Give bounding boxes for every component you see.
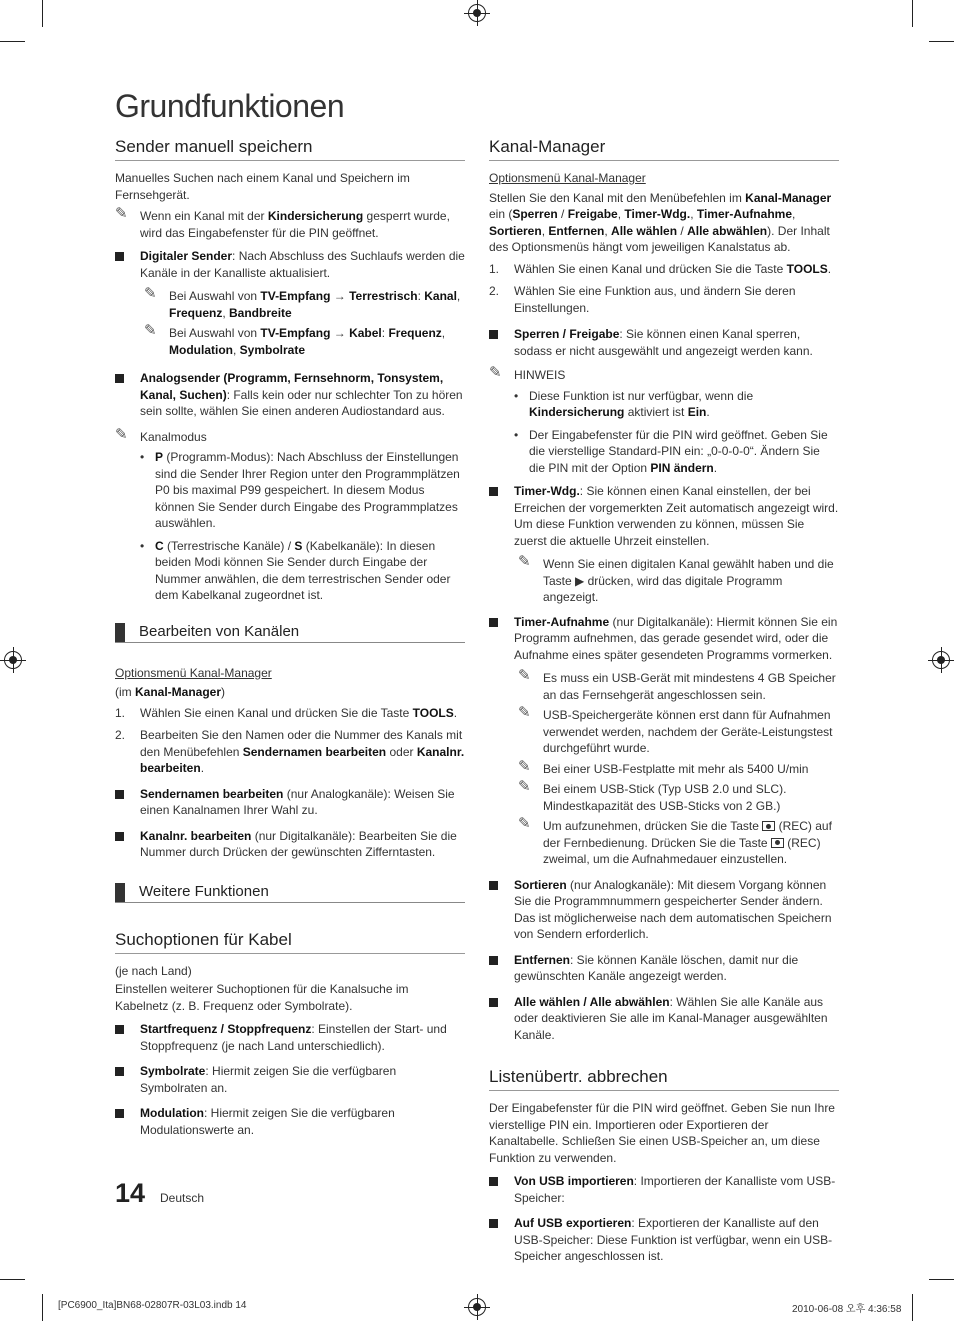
pencil-note-icon: ✎ (518, 815, 531, 832)
bullet-item: Modulation: Hiermit zeigen Sie die verfügbaren Modulationswerte an. (115, 1105, 465, 1138)
note: ✎ Bei Auswahl von TV-Empfang → Kabel: Frequenz, Modulation, Symbolrate (144, 322, 446, 357)
bullet-item: Analogsender (Programm, Fernsehnorm, Tonsystem, Kanal, Suchen): Falls kein oder nur schlechter Ton zu hören sein sollte, wählen Sie einen anderen Audiostandard aus. (115, 370, 465, 420)
pencil-note-icon: ✎ (489, 364, 502, 381)
bullet-item: Alle wählen / Alle abwählen: Wählen Sie alle Kanäle aus oder deaktivieren Sie alle im Kanal-Manager ausgewählten Kanäle. (489, 994, 839, 1044)
bullet-item: Von USB importieren: Importieren der Kanalliste vom USB-Speicher: (489, 1173, 839, 1206)
section-heading-kanal-manager: Kanal-Manager (489, 136, 839, 161)
note: ✎ Bei Auswahl von TV-Empfang → Terrestrisch: Kanal, Frequenz, Bandbreite (144, 285, 461, 320)
context-text: (im Kanal-Manager) (115, 685, 226, 699)
bullet-item: Timer-Aufnahme (nur Digitalkanäle): Hiermit können Sie ein Programm aufnehmen, das gerade gesendet wird, oder die Aufnahme eines später gesendeten Programms vormerken. (489, 614, 839, 664)
pencil-note-icon: ✎ (518, 553, 531, 570)
subsection-heading-bearbeiten: Bearbeiten von Kanälen (115, 622, 465, 643)
bullet-item: Startfrequenz / Stoppfrequenz: Einstellen der Start- und Stoppfrequenz (je nach Land unterschiedlich). (115, 1021, 465, 1054)
note: ✎ Kanalmodus (115, 425, 207, 444)
bullet-item: Symbolrate: Hiermit zeigen Sie die verfügbaren Symbolraten an. (115, 1063, 465, 1096)
registration-mark-icon (468, 1298, 486, 1316)
pencil-note-icon: ✎ (518, 757, 531, 775)
section-heading-sender-speichern: Sender manuell speichern (115, 136, 465, 161)
left-column (115, 136, 465, 1145)
pencil-note-icon: ✎ (115, 205, 128, 222)
registration-mark-icon (932, 651, 950, 669)
bullet-item: Entfernen: Sie können Kanäle löschen, damit nur die gewünschten Kanäle angezeigt werden. (489, 952, 839, 985)
page-title: Grundfunktionen (115, 88, 345, 124)
note: ✎ Bei einer USB-Festplatte mit mehr als 5400 U/min (518, 757, 809, 776)
list-item: • Der Eingabefenster für die PIN wird geöffnet. Geben Sie die vierstellige Standard-PIN ein: „0-0-0-0“. Ändern Sie die PIN mit der Option PIN ändern. (514, 427, 839, 477)
pencil-note-icon: ✎ (518, 667, 531, 684)
subsection-heading-weitere: Weitere Funktionen (115, 882, 465, 903)
section-heading-suchoptionen: Suchoptionen für Kabel (115, 929, 465, 954)
right-column (489, 136, 839, 1272)
note: ✎ Wenn ein Kanal mit der Kindersicherung gesperrt wurde, wird das Eingabefenster für die PIN geöffnet. (115, 205, 450, 240)
record-button-icon (771, 838, 784, 848)
registration-mark-icon (468, 4, 486, 22)
country-note: (je nach Land) (115, 963, 192, 978)
page-language: Deutsch (160, 1191, 205, 1205)
bullet-item: Kanalnr. bearbeiten (nur Digitalkanäle): Bearbeiten Sie die Nummer durch Drücken der gewünschten Zifferntasten. (115, 828, 465, 861)
list-item: • Diese Funktion ist nur verfügbar, wenn die Kindersicherung aktiviert ist Ein. (514, 388, 839, 421)
note: ✎ USB-Speichergeräte können erst dann für Aufnahmen verwendet werden, nachdem der Geräte-Leistungstest durchgeführt wurde. (518, 704, 833, 755)
bullet-item: Sortieren (nur Analogkanäle): Mit diesem Vorgang können Sie die Programmnummern gespeicherter Sender ändern. Das ist möglicherweise nach dem automatischen Speichern von Sendern erforderlich. (489, 877, 839, 943)
footer-date: 2010-06-08 오후 4:36:58 (792, 1304, 902, 1315)
step-item: 1. Wählen Sie einen Kanal und drücken Sie die Taste TOOLS. (115, 705, 458, 720)
bullet-item: Timer-Wdg.: Sie können einen Kanal einstellen, der bei Erreichen der vorgemerkten Zeit automatisch angezeigt wird. Um diese Funktion verwenden zu können, müssen Sie zuerst die aktuelle Uhrzeit einstellen. (489, 483, 839, 549)
intro-text: Stellen Sie den Kanal mit den Menübefehlen im Kanal-Manager ein (Sperren / Freigabe, Timer-Wdg., Timer-Aufnahme, Sortieren, Entfernen, Alle wählen / Alle abwählen). Der Inhalt des Optionsmenüs hängt vom jeweiligen Kanalstatus ab. (489, 190, 832, 254)
step-item: 2. Wählen Sie eine Funktion aus, und ändern Sie deren Einstellungen. (489, 284, 796, 315)
list-item: • P (Programm-Modus): Nach Abschluss der Einstellungen sind die Sender Ihrer Region unter den Programmplätzen P0 bis maximal P99 gespeichert. In diesem Modus können Sie Sender durch Eingabe des Programmplatzes auswählen. (140, 449, 465, 532)
note: ✎ Wenn Sie einen digitalen Kanal gewählt haben und die Taste ▶ drücken, wird das digitale Programm angezeigt. (518, 553, 834, 604)
section-heading-listenuebertr: Listenübertr. abbrechen (489, 1066, 839, 1091)
bullet-item: Sperren / Freigabe: Sie können einen Kanal sperren, sodass er nicht ausgewählt und angezeigt werden kann. (489, 326, 839, 359)
pencil-note-icon: ✎ (518, 778, 531, 795)
pencil-note-icon: ✎ (144, 322, 157, 339)
registration-mark-icon (4, 651, 22, 669)
page-number: 14 (115, 1178, 146, 1208)
pencil-note-icon: ✎ (115, 425, 128, 443)
bullet-item: Digitaler Sender: Nach Abschluss des Suchlaufs werden die Kanäle in der Kanalliste aktualisiert. (115, 248, 465, 281)
bullet-item: Auf USB exportieren: Exportieren der Kanalliste auf den USB-Speicher: Diese Funktion ist verfügbar, wenn ein USB-Speicher angeschlossen ist. (489, 1215, 839, 1265)
menu-path: Optionsmenü Kanal-Manager (115, 665, 272, 680)
record-button-icon (762, 821, 775, 831)
intro-text: Der Eingabefenster für die PIN wird geöffnet. Geben Sie nun Ihre vierstellige PIN ein. Importieren oder Exportieren der Kanaltabelle. Schließen Sie einen USB-Speicher an, um diese Funktion zu verwenden. (489, 1101, 835, 1165)
list-item: • C (Terrestrische Kanäle) / S (Kabelkanäle): In diesen beiden Modi können Sie Sender durch Eingabe der Nummer anwählen, die dem terrestrischen Sender oder dem Kabelkanal zugeordnet ist. (140, 538, 465, 604)
note: ✎ Bei einem USB-Stick (Typ USB 2.0 und SLC). Mindestkapazität des USB-Sticks von 2 GB.) (518, 778, 787, 813)
bullet-item: Sendernamen bearbeiten (nur Analogkanäle): Weisen Sie einen Kanalnamen Ihrer Wahl zu. (115, 786, 465, 819)
note: ✎ Es muss ein USB-Gerät mit mindestens 4 GB Speicher an das Fernsehgerät angeschlossen sein. (518, 667, 836, 702)
intro-text: Einstellen weiterer Suchoptionen für die Kanalsuche im Kabelnetz (z. B. Frequenz oder Symbolrate). (115, 982, 409, 1013)
note: ✎ Um aufzunehmen, drücken Sie die Taste (REC) auf der Fernbedienung. Drücken Sie die Taste (REC) zweimal, um die Aufnahmedauer einzustellen. (518, 815, 832, 866)
footer-file-info: [PC6900_Ita]BN68-02807R-03L03.indb 14 (58, 1300, 247, 1311)
note: ✎ HINWEIS (489, 364, 566, 382)
pencil-note-icon: ✎ (518, 704, 531, 721)
menu-path: Optionsmenü Kanal-Manager (489, 171, 646, 185)
pencil-note-icon: ✎ (144, 285, 157, 302)
step-item: 1. Wählen Sie einen Kanal und drücken Sie die Taste TOOLS. (489, 261, 832, 276)
step-item: 2. Bearbeiten Sie den Namen oder die Nummer des Kanals mit den Menübefehlen Sendernamen bearbeiten oder Kanalnr. bearbeiten. (115, 728, 465, 775)
intro-text: Manuelles Suchen nach einem Kanal und Speichern im Fernsehgerät. (115, 171, 410, 202)
